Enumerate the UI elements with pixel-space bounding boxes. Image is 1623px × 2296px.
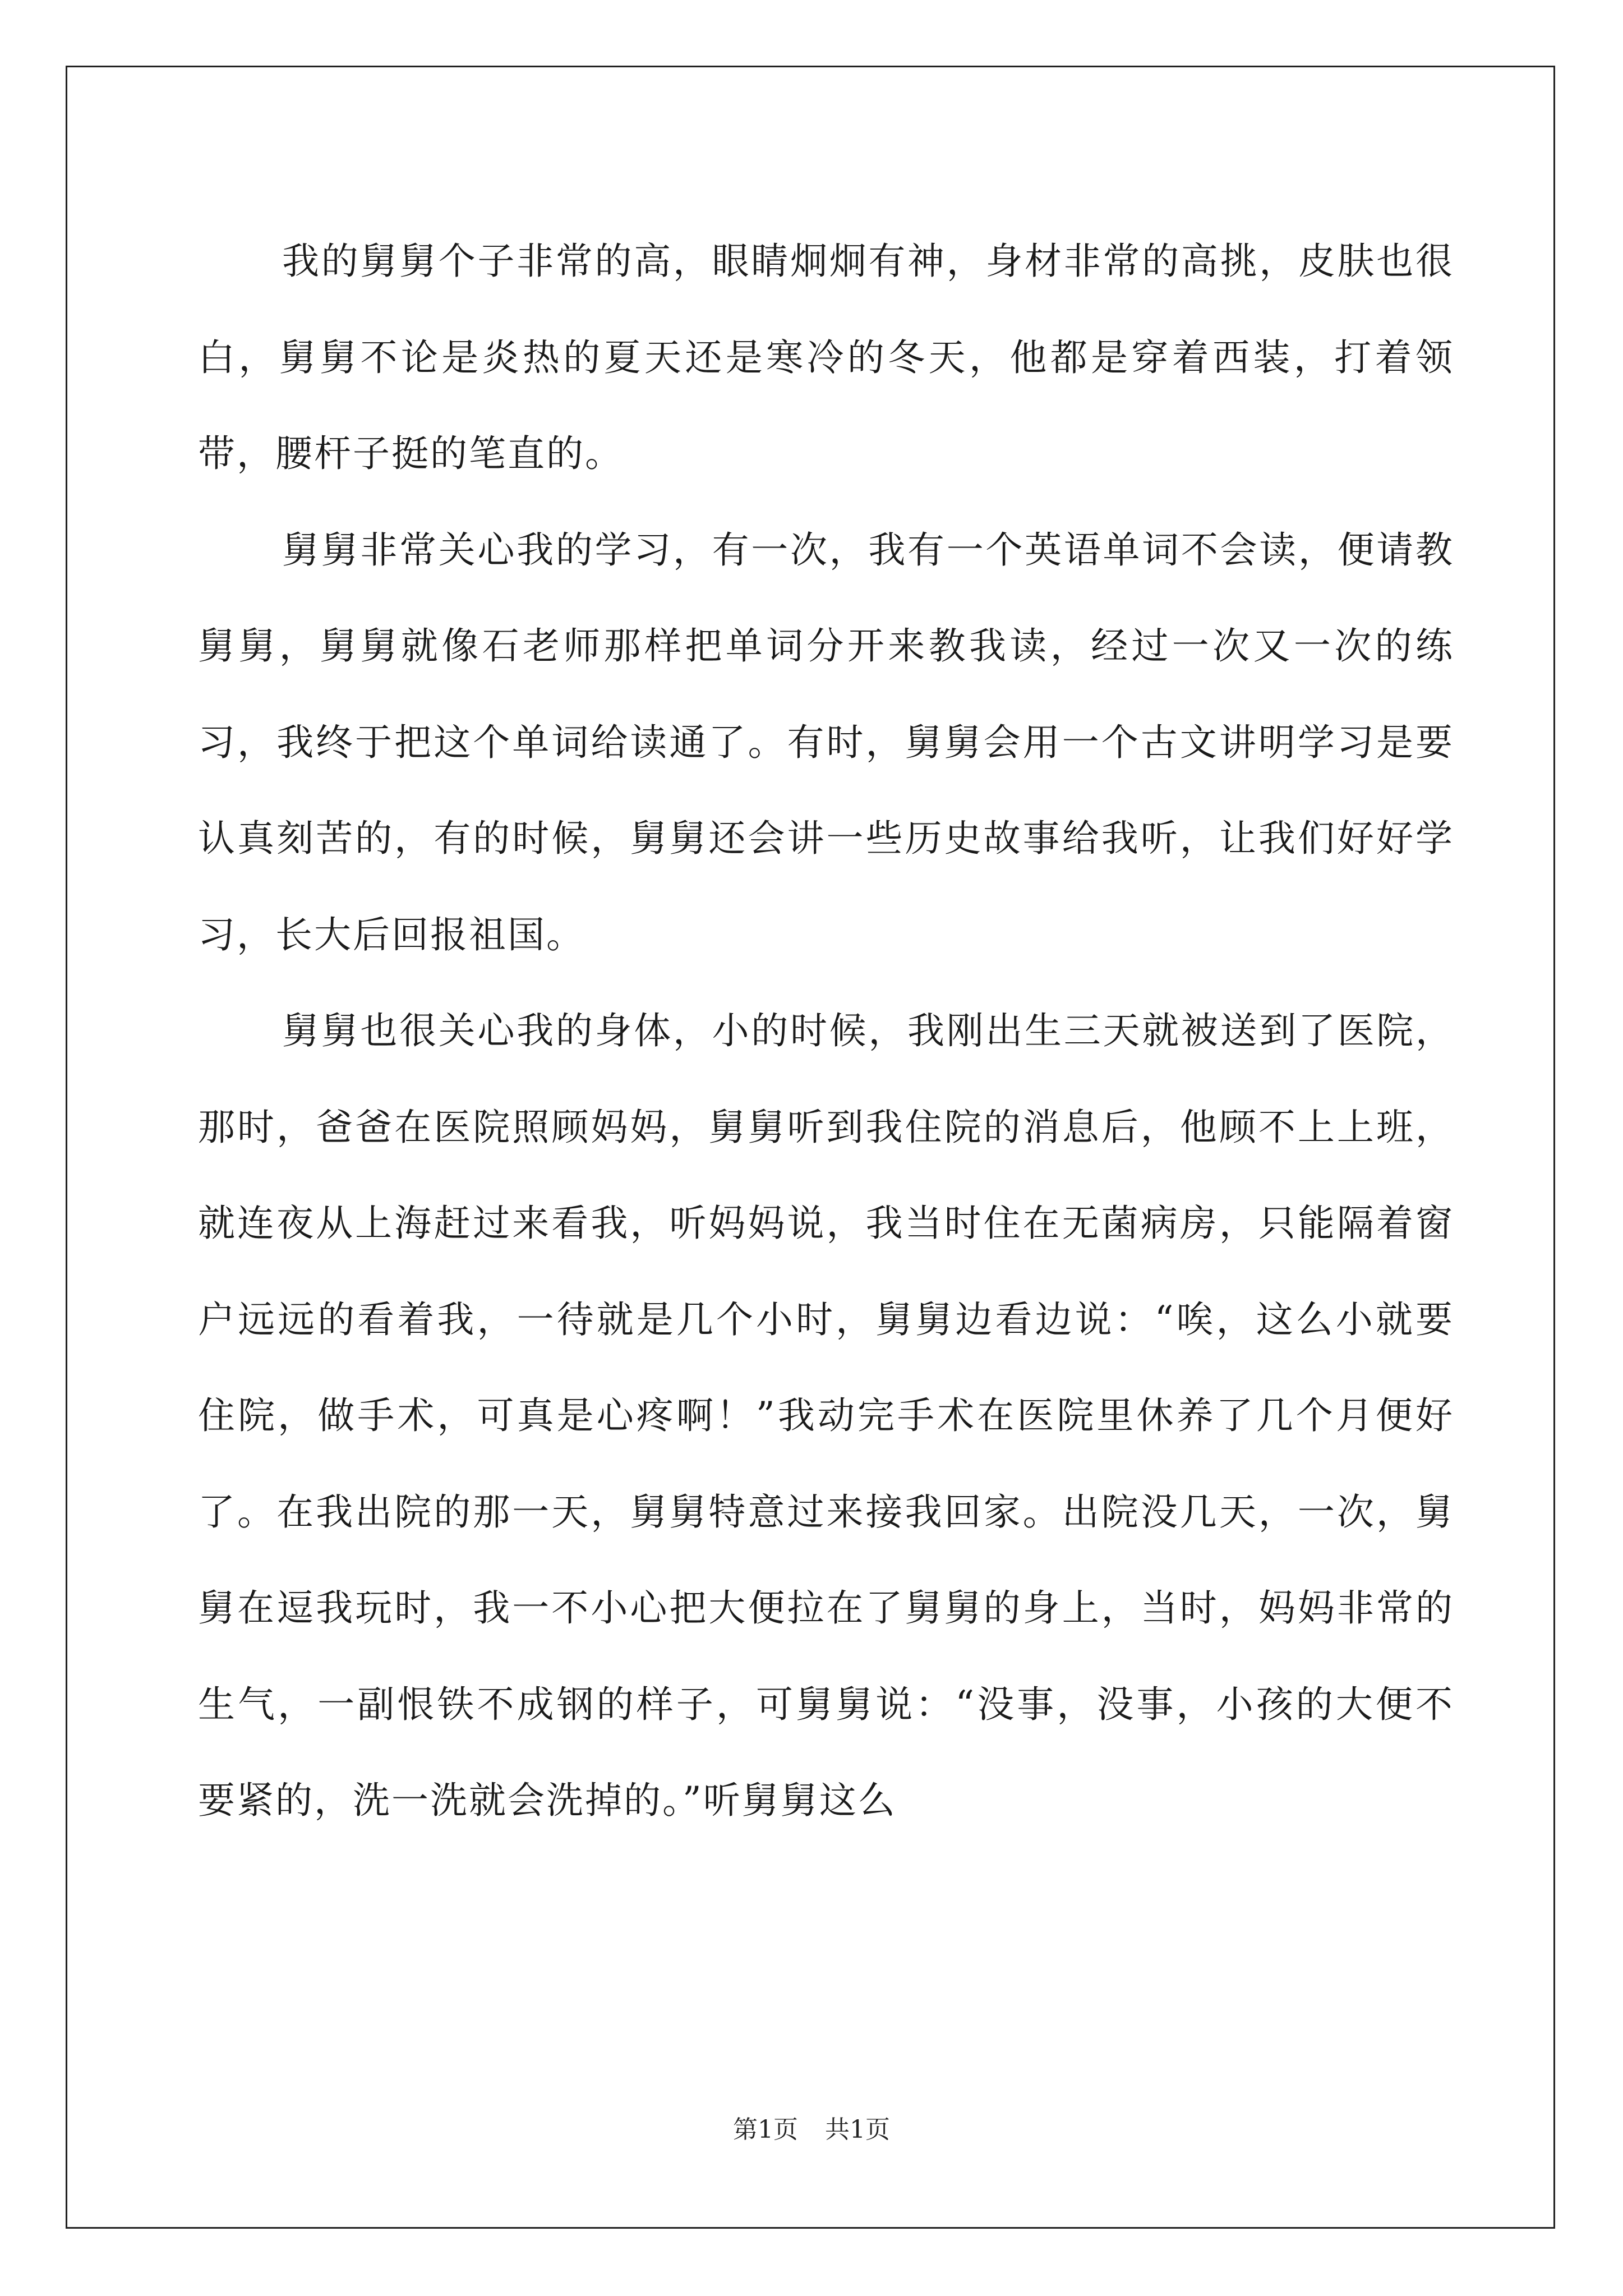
page-footer bbox=[0, 2109, 1623, 2145]
page-total: 共1页 bbox=[825, 2115, 890, 2144]
paragraph-study: 舅舅非常关心我的学习，有一次，我有一个英语单词不会读，便请教舅舅，舅舅就像石老师那样把单词分开来教我读，经过一次又一次的练习，我终于把这个单词给读通了。有时，舅舅会用一个古文讲明学习是要认真刻苦的，有的时候，舅舅还会讲一些历史故事给我听，让我们好好学习，长大后回报祖国。 bbox=[198, 528, 1454, 956]
document-body bbox=[198, 213, 1454, 1849]
paragraph-appearance: 我的舅舅个子非常的高，眼睛炯炯有神，身材非常的高挑，皮肤也很白，舅舅不论是炎热的夏天还是寒冷的冬天，他都是穿着西装，打着领带，腰杆子挺的笔直的。 bbox=[198, 240, 1454, 475]
paragraph-health: 舅舅也很关心我的身体，小的时候，我刚出生三天就被送到了医院，那时，爸爸在医院照顾妈妈，舅舅听到我住院的消息后，他顾不上上班，就连夜从上海赶过来看我，听妈妈说，我当时住在无菌病房，只能隔着窗户远远的看着我，一待就是几个小时，舅舅边看边说：“唉，这么小就要住院，做手术，可真是心疼啊！”我动完手术在医院里休养了几个月便好了。在我出院的那一天，舅舅特意过来接我回家。出院没几天，一次，舅舅在逗我玩时，我一不小心把大便拉在了舅舅的身上，当时，妈妈非常的生气，一副恨铁不成钢的样子，可舅舅说：“没事，没事，小孩的大便不要紧的，洗一洗就会洗掉的。”听舅舅这么 bbox=[198, 1009, 1454, 1822]
page-number: 第1页 bbox=[733, 2115, 798, 2144]
